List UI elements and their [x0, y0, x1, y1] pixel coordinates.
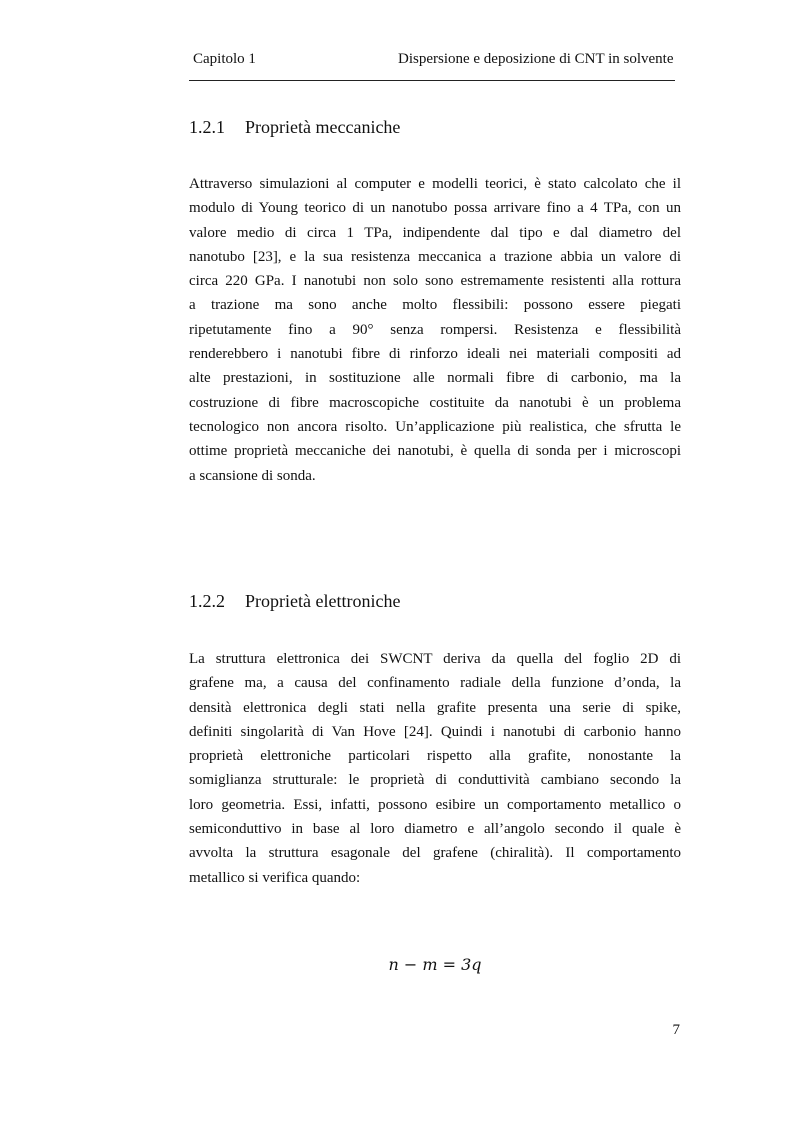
running-header-title: Dispersione e deposizione di CNT in solvente: [398, 51, 674, 67]
paragraph-electronic-properties: [189, 647, 681, 890]
text-line: valore medio di circa 1 TPa, indipendente dal tipo e dal diametro del: [189, 224, 681, 241]
section-number: 1.2.1: [189, 117, 225, 137]
text-line: Attraverso simulazioni al computer e modelli teorici, è stato calcolato che il: [189, 176, 681, 192]
text-line: a scansione di sonda.: [189, 467, 316, 484]
text-line: renderebbero i nanotubi fibre di rinforzo ideali nei materiali compositi ad: [189, 346, 681, 363]
text-line: alte prestazioni, in sostituzione alle normali fibre di carbonio, ma la: [189, 370, 681, 387]
text-line: a trazione ma sono anche molto flessibili: possono essere piegati: [189, 297, 681, 314]
text-line: semiconduttivo in base al loro diametro e all’angolo secondo il quale è: [189, 821, 681, 838]
text-line: proprietà elettroniche particolari rispetto alla grafite, nonostante la: [189, 748, 681, 765]
paragraph-mechanical-properties: [189, 172, 681, 488]
text-line: ripetutamente fino a 90° senza rompersi. Resistenza e flessibilità: [189, 321, 681, 338]
section-title: Proprietà elettroniche: [245, 591, 401, 611]
section-heading-mechanical: [189, 115, 400, 139]
text-line: ottime proprietà meccaniche dei nanotubi, è quella di sonda per i microscopi: [189, 443, 681, 460]
text-line: avvolta la struttura esagonale del grafene (chiralità). Il comportamento: [189, 845, 681, 862]
text-line: nanotubo [23], e la sua resistenza meccanica a trazione abbia un valore di: [189, 248, 681, 265]
section-heading-electronic: [189, 589, 400, 613]
text-line: definiti singolarità di Van Hove [24]. Quindi i nanotubi di carbonio hanno: [189, 723, 681, 740]
header-divider: [189, 80, 675, 81]
metallic-condition-equation: n − m = 3q: [388, 955, 482, 974]
text-line: La struttura elettronica dei SWCNT deriva da quella del foglio 2D di: [189, 651, 681, 667]
text-line: somiglianza strutturale: le proprietà di conduttività cambiano secondo la: [189, 772, 681, 789]
section-number: 1.2.2: [189, 591, 225, 611]
text-line: circa 220 GPa. I nanotubi non solo sono estremamente resistenti alla rottura: [189, 273, 681, 290]
text-line: metallico si verifica quando:: [189, 869, 361, 886]
text-line: grafene ma, a causa del confinamento radiale della funzione d’onda, la: [189, 675, 681, 692]
text-line: modulo di Young teorico di un nanotubo possa arrivare fino a 4 TPa, con un: [189, 200, 681, 217]
running-header-chapter: Capitolo 1: [193, 51, 256, 67]
page-number: 7: [672, 1022, 680, 1038]
text-line: costruzione di fibre macroscopiche costituite da nanotubi è un problema: [189, 394, 681, 411]
text-line: loro geometria. Essi, infatti, possono esibire un comportamento metallico o: [189, 796, 681, 813]
text-line: densità elettronica degli stati nella grafite presenta una serie di spike,: [189, 699, 681, 716]
section-title: Proprietà meccaniche: [245, 117, 401, 137]
text-line: tecnologico non ancora risolto. Un’applicazione più realistica, che sfrutta le: [189, 418, 681, 435]
